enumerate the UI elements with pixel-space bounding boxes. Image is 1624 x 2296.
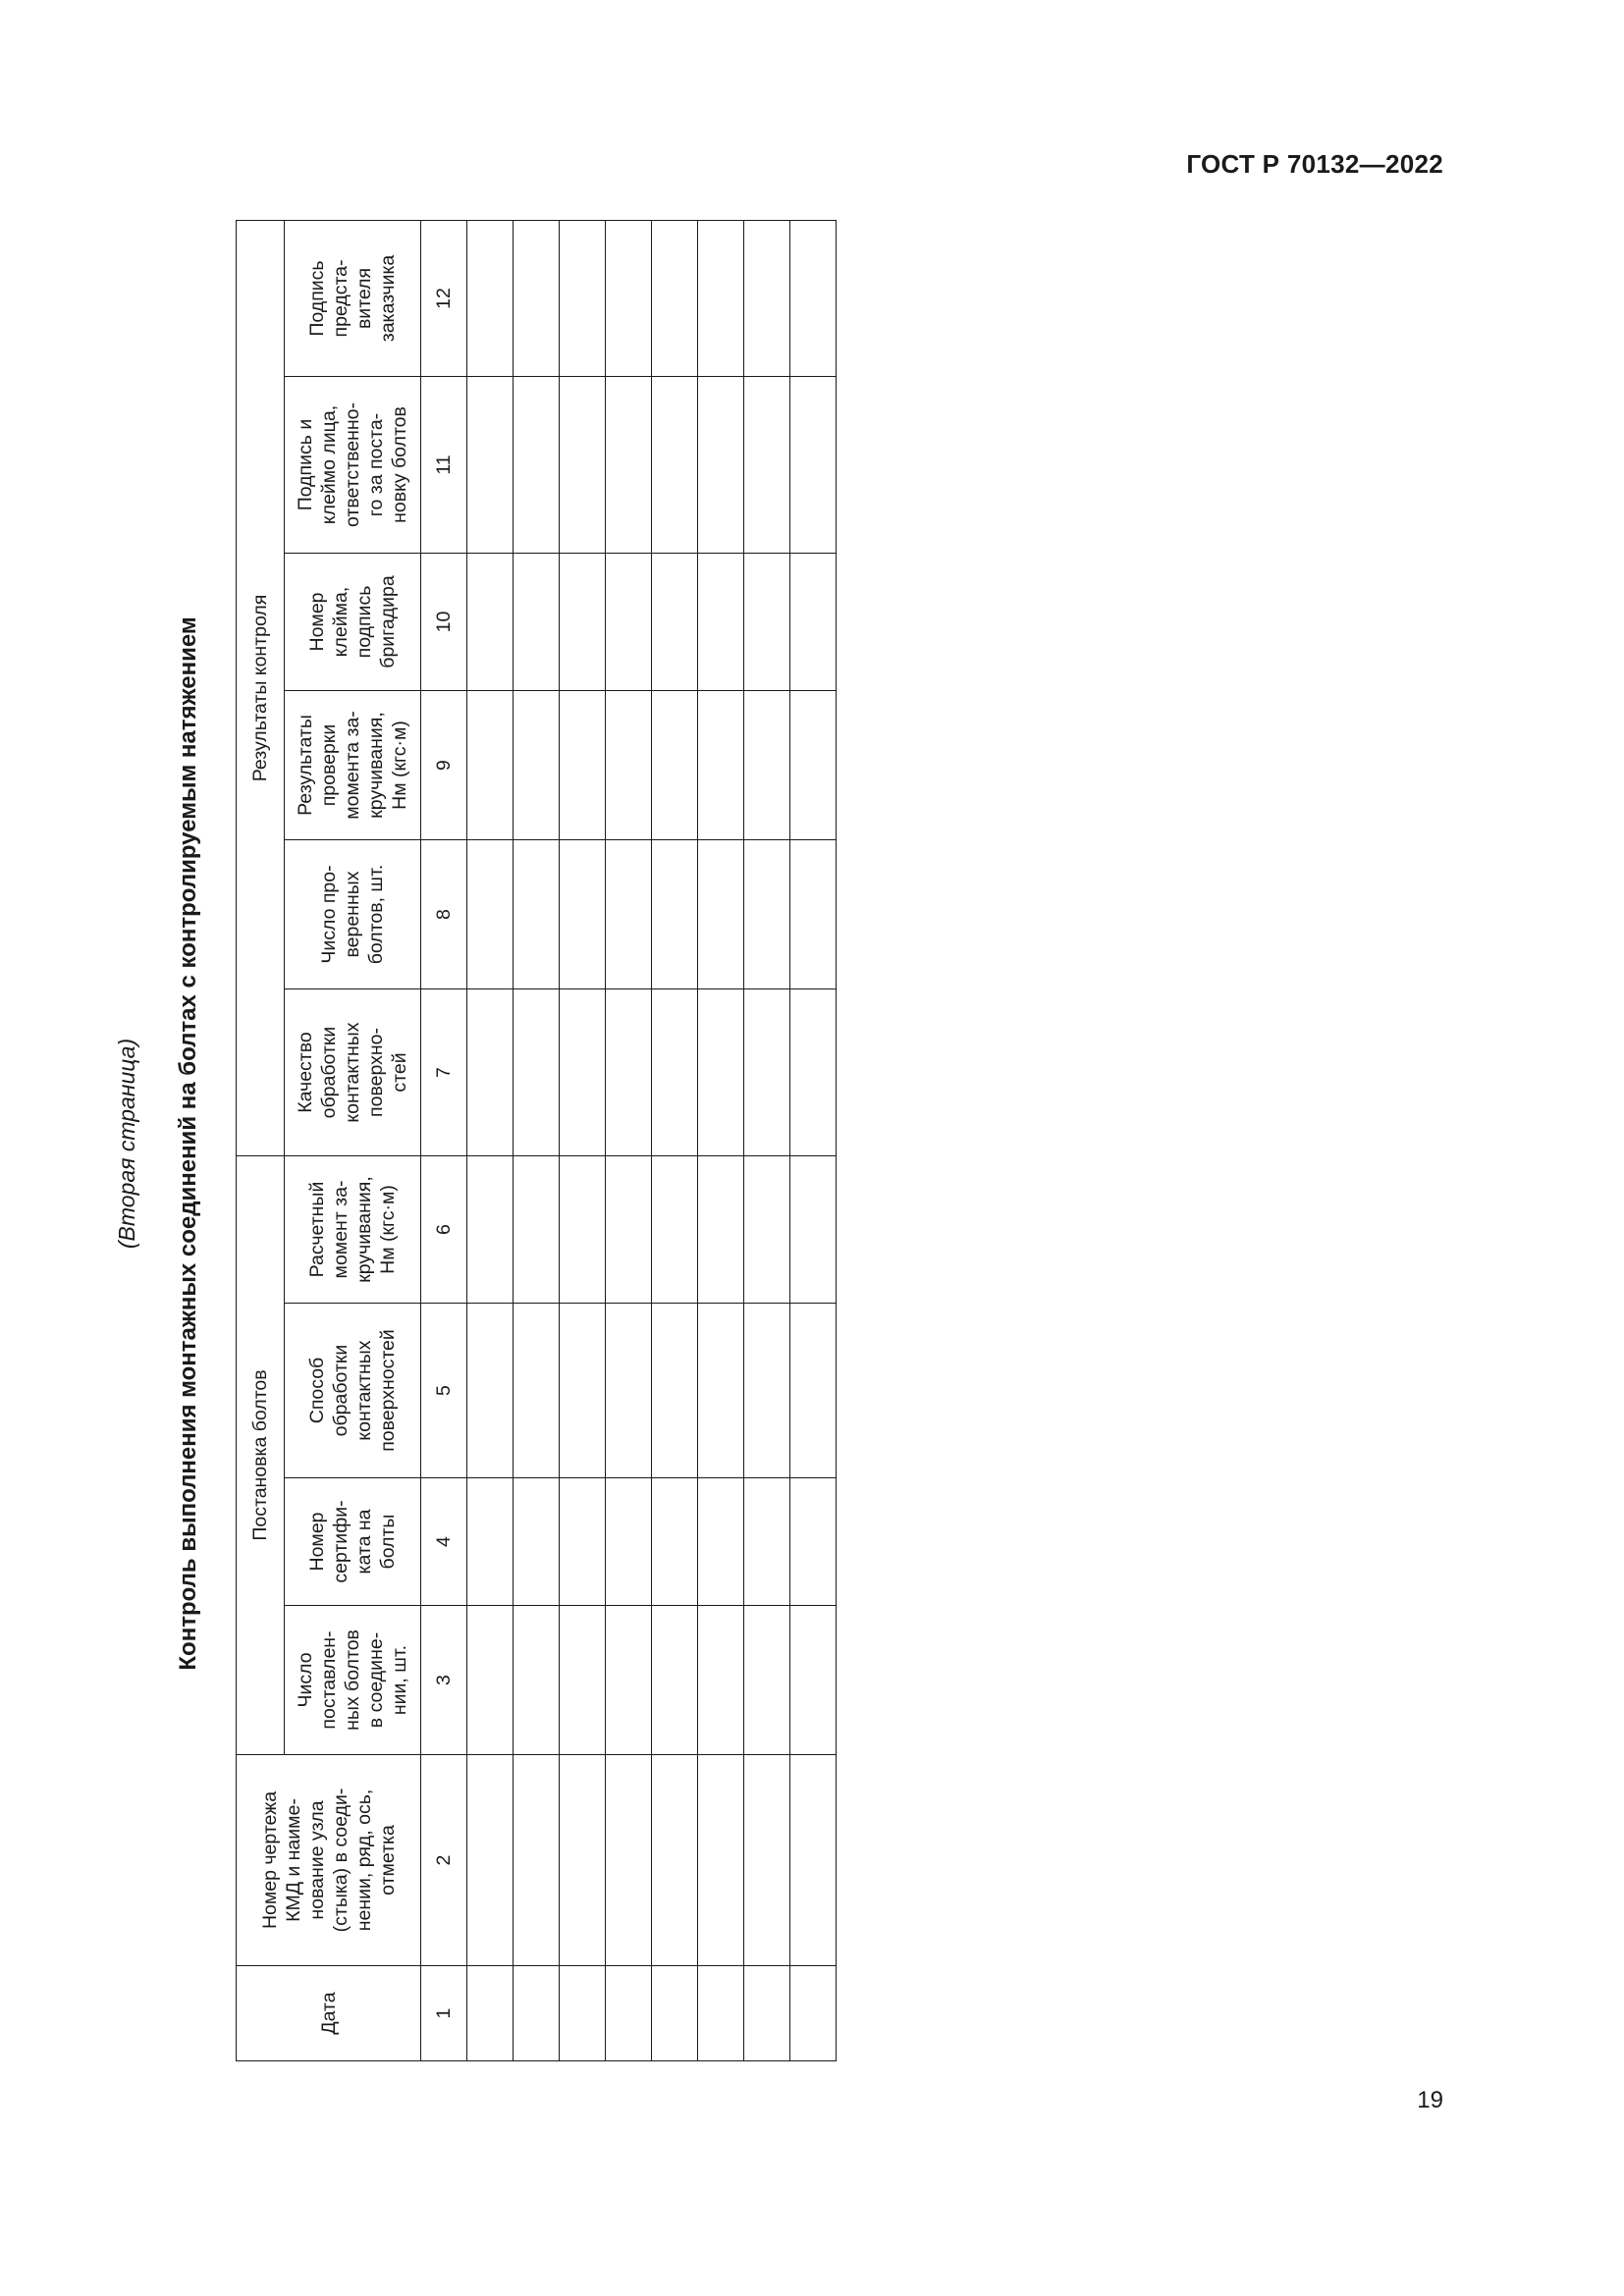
column-number: 3 (421, 1606, 467, 1755)
col-header-design-torque: Расчетный момент за- кручивания, Нм (кгс·м) (285, 1156, 421, 1304)
form-title: Контроль выполнения монтажных соединений на болтах с контролируемым натяжением (175, 616, 201, 1671)
col-header-checked-bolts: Число про- веренных болтов, шт. (285, 840, 421, 989)
column-number: 7 (421, 989, 467, 1156)
empty-row (514, 220, 560, 2060)
column-number: 8 (421, 840, 467, 989)
column-number: 9 (421, 691, 467, 840)
column-number: 2 (421, 1755, 467, 1966)
group-header-results: Результаты контроля (237, 220, 285, 1155)
control-table (236, 220, 837, 2061)
page-subtitle: (Вторая страница) (114, 1038, 139, 1250)
column-numbers-row (421, 220, 467, 2060)
empty-row (467, 220, 514, 2060)
col-header-installed-bolts: Число поставлен- ных болтов в соедине- нии, шт. (285, 1606, 421, 1755)
col-header-responsible-signature: Подпись и клеймо лица, ответственно- го за поста- новку болтов (285, 377, 421, 554)
empty-row (652, 220, 698, 2060)
col-header-surface-method: Способ обработки контактных поверхностей (285, 1304, 421, 1478)
col-header-foreman-stamp: Номер клейма, подпись бригадира (285, 554, 421, 691)
column-number: 11 (421, 377, 467, 554)
page-number: 19 (1417, 2087, 1443, 2113)
empty-row (606, 220, 652, 2060)
rotated-form (114, 216, 880, 2071)
col-header-date: Дата (237, 1966, 421, 2061)
col-header-surface-quality: Качество обработки контактных поверхно- стей (285, 989, 421, 1156)
empty-row (560, 220, 606, 2060)
column-number: 1 (421, 1966, 467, 2061)
standard-designation: ГОСТ Р 70132—2022 (1186, 149, 1443, 179)
column-number: 12 (421, 220, 467, 376)
empty-row (744, 220, 790, 2060)
column-number: 4 (421, 1478, 467, 1606)
column-number: 5 (421, 1304, 467, 1478)
col-header-certificate: Номер сертифи- ката на болты (285, 1478, 421, 1606)
col-header-drawing-node: Номер чертежа КМД и наиме- нование узла (стыка) в соеди- нении, ряд, ось, отметка (237, 1755, 421, 1966)
column-number: 6 (421, 1156, 467, 1304)
col-header-torque-check: Результаты проверки момента за- кручивания, Нм (кгс·м) (285, 691, 421, 840)
group-header-installation: Постановка болтов (237, 1156, 285, 1755)
column-number: 10 (421, 554, 467, 691)
empty-row (790, 220, 837, 2060)
empty-row (698, 220, 744, 2060)
col-header-customer-signature: Подпись предста- вителя заказчика (285, 220, 421, 376)
